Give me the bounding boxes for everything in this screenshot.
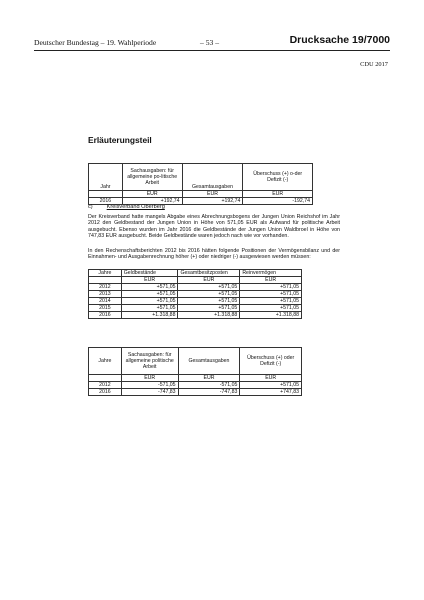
table-unit-cell: EUR (121, 375, 178, 382)
table-header-cell: Jahre (89, 270, 122, 277)
table-cell: -192,74 (243, 198, 313, 205)
table-cell-empty (89, 375, 122, 382)
table-header-cell: Gesamtausgaben (178, 348, 240, 375)
table-cell: +571,05 (240, 305, 302, 312)
table-header-row (89, 164, 313, 191)
table-row (89, 389, 302, 396)
table-cell: -747,83 (121, 389, 178, 396)
table-header-cell: Sachausgaben: für allgemeine po-litische Arbeit (122, 164, 182, 191)
expenses-table-2012-2016 (88, 347, 302, 396)
table-header-cell: Jahre (89, 348, 122, 375)
paragraph-explanation: Der Kreisverband hatte mangels Abgabe eines Abrechnungsbogens der Jungen Union Reichshof im Jahr 2012 den Geldbestand der Jungen Union in Höhe von 571,05 EUR als Aufwand für politische Arbeit ausgebucht. Ebenso wurden im Jahr 2016 die Geldbestände der Jungen Union Waldbroel in Höhe von 747,83 EUR ausgebucht. Beide Geldbestände waren jedoch nach wie vor vorhanden. (88, 214, 340, 239)
table-cell: 2014 (89, 298, 122, 305)
table-cell: -571,05 (121, 382, 178, 389)
table-cell: +747,83 (240, 389, 302, 396)
running-header-left: Deutscher Bundestag – 19. Wahlperiode (34, 38, 157, 47)
table-cell: +571,05 (121, 291, 178, 298)
table-header-row (89, 270, 302, 277)
table-cell: +1.318,88 (178, 312, 240, 319)
table-cell: -747,83 (178, 389, 240, 396)
subsection-heading (88, 204, 165, 210)
table-unit-cell: EUR (178, 277, 240, 284)
table-header-cell: Geldbestände (121, 270, 178, 277)
table-row (89, 312, 302, 319)
table-unit-row (89, 277, 302, 284)
table-header-cell: Reinvermögen (240, 270, 302, 277)
table-cell: +571,05 (240, 382, 302, 389)
table-cell: 2016 (89, 312, 122, 319)
table-header-cell: Gesamtbesitzposten (178, 270, 240, 277)
table-unit-cell: EUR (240, 375, 302, 382)
table-row (89, 291, 302, 298)
table-cell: 2015 (89, 305, 122, 312)
table-cell: +192,74 (122, 198, 182, 205)
table-cell-empty (89, 277, 122, 284)
table-cell: +571,05 (240, 298, 302, 305)
table-cell: 2016 (89, 198, 123, 205)
subsection-label: c) (88, 204, 93, 210)
expenses-table-2016 (88, 163, 313, 205)
table-cell: +1.318,88 (121, 312, 178, 319)
table-unit-cell: EUR (240, 277, 302, 284)
table-unit-cell: EUR (121, 277, 178, 284)
table-row (89, 305, 302, 312)
table-unit-row (89, 375, 302, 382)
table-cell: +571,05 (178, 291, 240, 298)
table-cell: +571,05 (178, 305, 240, 312)
table-header-cell: Überschuss (+) o-der Defizit (-) (243, 164, 313, 191)
table-unit-cell: EUR (182, 191, 243, 198)
table-cell: +571,05 (121, 284, 178, 291)
page-number: – 53 – (200, 38, 219, 47)
table-unit-row (89, 191, 313, 198)
table-cell-empty (89, 191, 123, 198)
document-number: Drucksache 19/7000 (289, 34, 390, 46)
table-cell: 2012 (89, 284, 122, 291)
table-header-row (89, 348, 302, 375)
table-cell: 2013 (89, 291, 122, 298)
table-row (89, 284, 302, 291)
table-cell: +571,05 (121, 298, 178, 305)
table-header-cell: Jahr (89, 164, 123, 191)
table-unit-cell: EUR (243, 191, 313, 198)
header-rule (34, 50, 390, 51)
table-header-cell: Überschuss (+) oder Defizit (-) (240, 348, 302, 375)
table-cell: +571,05 (240, 284, 302, 291)
table-cell: +1.318,88 (240, 312, 302, 319)
balance-table (88, 269, 302, 319)
table-unit-cell: EUR (122, 191, 182, 198)
table-row (89, 298, 302, 305)
party-label: CDU 2017 (360, 61, 388, 68)
table-cell: +571,05 (178, 284, 240, 291)
table-unit-cell: EUR (178, 375, 240, 382)
table-header-cell: Sachausgaben: für allgemeine politische Arbeit (121, 348, 178, 375)
table-cell: -571,05 (178, 382, 240, 389)
table-cell: +571,05 (240, 291, 302, 298)
table-cell: +192,74 (182, 198, 243, 205)
table-row (89, 382, 302, 389)
paragraph-positions: In den Rechenschaftsberichten 2012 bis 2016 hätten folgende Positionen der Vermögensbilanz und der Einnahmen- und Ausgabenrechnung höher (+) oder niedriger (-) ausgewiesen werden müssen: (88, 248, 340, 261)
table-cell: 2016 (89, 389, 122, 396)
table-header-cell: Gesamtausgaben (182, 164, 243, 191)
table-cell: 2012 (89, 382, 122, 389)
section-title: Erläuterungsteil (88, 135, 152, 145)
table-cell: +571,05 (178, 298, 240, 305)
subsection-title: Kreisverband Oberberg (106, 204, 165, 210)
table-cell: +571,05 (121, 305, 178, 312)
